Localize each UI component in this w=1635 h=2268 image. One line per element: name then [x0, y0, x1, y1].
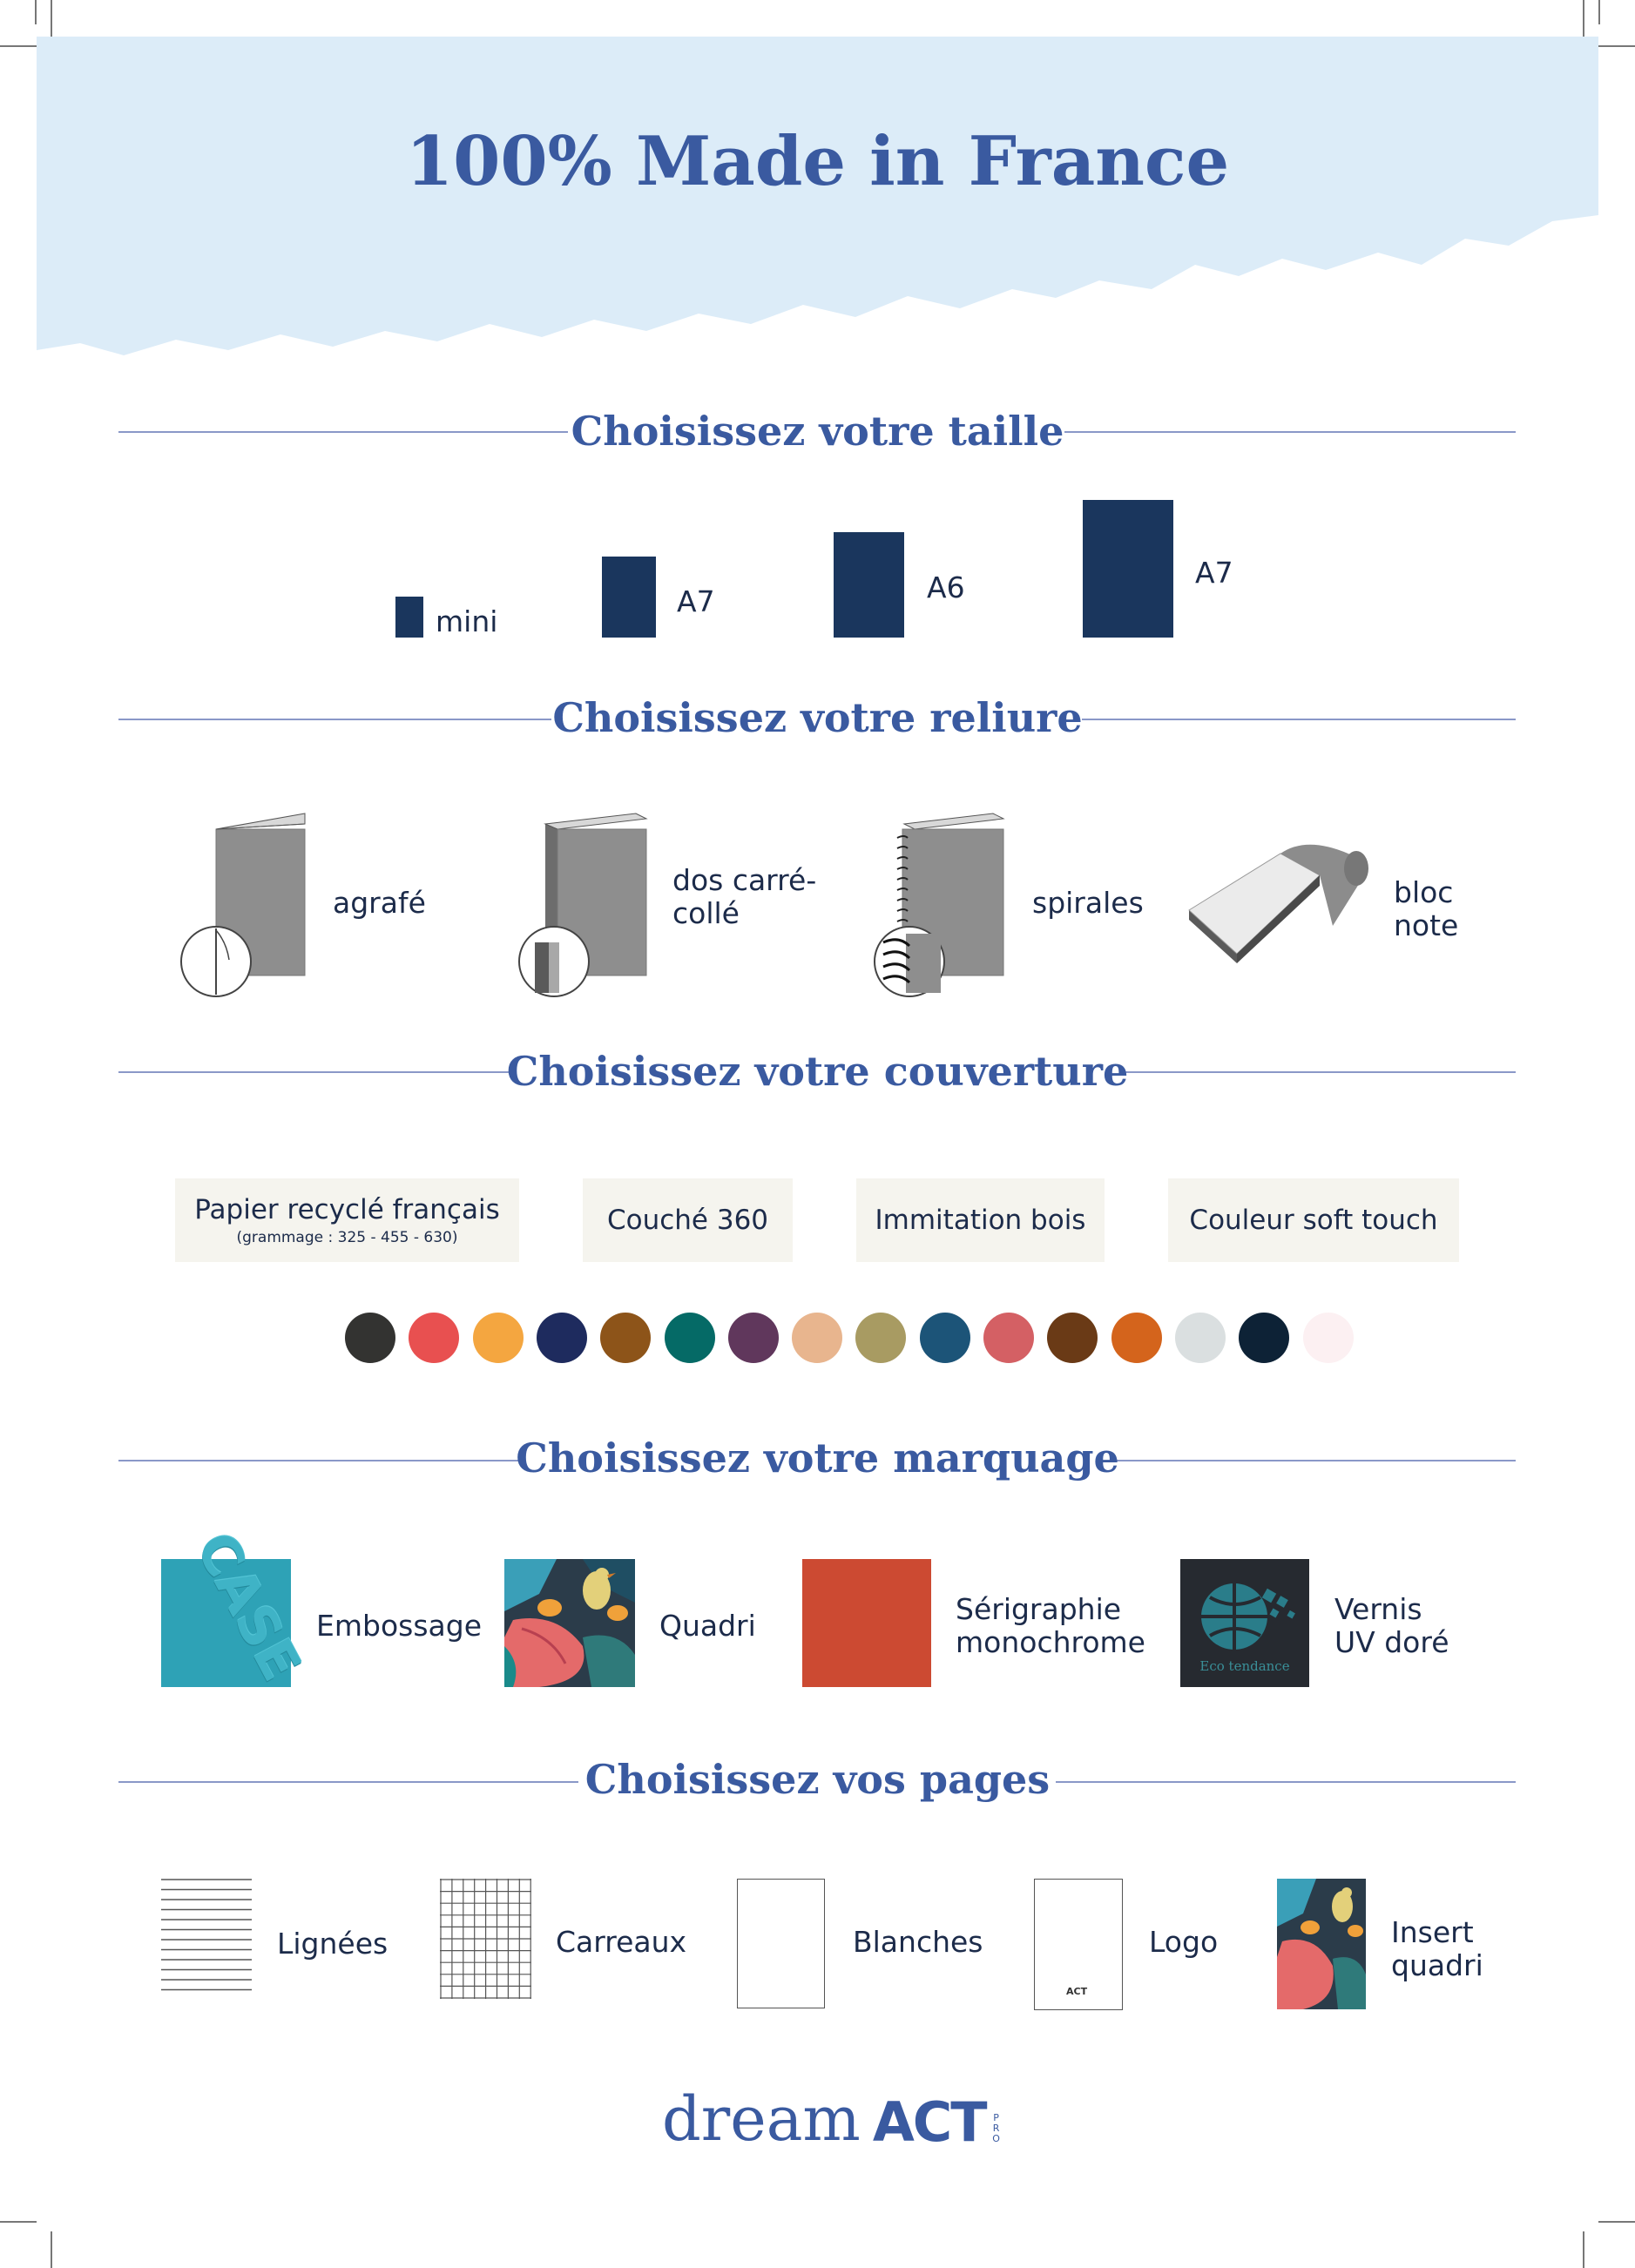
grid-page-icon	[440, 1879, 531, 1999]
embossing-sample-image	[161, 1522, 314, 1691]
color-swatch[interactable]	[665, 1313, 715, 1363]
color-swatch[interactable]	[600, 1313, 651, 1363]
page-label-carreaux: Carreaux	[556, 1925, 687, 1959]
binding-label-agrafe: agrafé	[333, 886, 426, 920]
color-swatch[interactable]	[728, 1313, 779, 1363]
torn-paper-header	[37, 37, 1598, 368]
section-title-pages: Choisissez vos pages	[584, 1756, 1051, 1803]
size-label-a6: A6	[927, 570, 965, 604]
size-label-mini: mini	[436, 604, 498, 638]
cover-option-soft-touch[interactable]	[1168, 1178, 1459, 1262]
screen-print-sample-image	[802, 1559, 931, 1687]
crop-mark	[51, 0, 52, 37]
color-swatch[interactable]	[1047, 1313, 1098, 1363]
color-swatch[interactable]	[1303, 1313, 1354, 1363]
color-swatch[interactable]	[1111, 1313, 1162, 1363]
cover-option-label: Couché 360	[606, 1205, 769, 1236]
crop-mark	[1598, 2221, 1635, 2223]
color-swatch[interactable]	[537, 1313, 587, 1363]
page-label-lignees: Lignées	[277, 1927, 388, 1961]
color-swatch[interactable]	[920, 1313, 970, 1363]
color-swatch[interactable]	[1239, 1313, 1289, 1363]
crop-mark	[1583, 2231, 1584, 2268]
perfect-bound-notebook-icon	[516, 812, 655, 999]
section-title-marquage: Choisissez votre marquage	[516, 1434, 1119, 1482]
crop-mark	[1598, 45, 1635, 47]
mini-logo: ACT	[1066, 1986, 1088, 1997]
marking-label-vernis: Vernis UV doré	[1334, 1592, 1449, 1659]
cover-option-papier-recycle[interactable]	[175, 1178, 519, 1262]
marking-label-quadri: Quadri	[659, 1609, 756, 1643]
crop-mark	[1583, 0, 1584, 37]
cover-option-couche[interactable]	[583, 1178, 793, 1262]
binding-label-bloc-note: bloc note	[1394, 875, 1459, 942]
color-swatch[interactable]	[855, 1313, 906, 1363]
page-label-insert-quadri: Insert quadri	[1391, 1915, 1483, 1982]
size-sample-large[interactable]	[1083, 500, 1173, 638]
notepad-icon	[1185, 840, 1372, 971]
size-label-a7: A7	[677, 584, 715, 618]
cover-option-bois[interactable]	[856, 1178, 1105, 1262]
brand-logo-pro: P R O	[992, 2112, 1000, 2144]
size-sample-mini[interactable]	[395, 597, 423, 638]
cover-option-label: Immitation bois	[875, 1205, 1086, 1236]
binding-label-spirales: spirales	[1032, 886, 1144, 920]
size-label-large: A7	[1195, 556, 1233, 590]
marking-label-embossage: Embossage	[316, 1609, 482, 1643]
size-sample-a6[interactable]	[834, 532, 904, 638]
emboss-text: CASE	[183, 1522, 314, 1691]
cover-option-note: (grammage : 325 - 455 - 630)	[236, 1229, 458, 1246]
marking-label-serigraphie: Sérigraphie monochrome	[956, 1592, 1145, 1659]
size-sample-a7[interactable]	[602, 557, 656, 638]
brand-logo	[662, 2083, 1002, 2155]
crop-mark	[35, 0, 37, 24]
color-swatch[interactable]	[409, 1313, 459, 1363]
brand-logo-act: ACT	[872, 2090, 986, 2154]
cover-option-label: Papier recyclé français	[194, 1194, 500, 1225]
crop-mark	[1598, 0, 1600, 24]
color-swatch[interactable]	[983, 1313, 1034, 1363]
uv-varnish-sample-image	[1180, 1559, 1309, 1687]
cover-option-label: Couleur soft touch	[1189, 1205, 1438, 1236]
color-insert-page-icon	[1277, 1879, 1366, 2009]
section-title-couverture: Choisissez votre couverture	[506, 1048, 1129, 1095]
color-swatch[interactable]	[1175, 1313, 1226, 1363]
uv-sample-text: Eco tendance	[1199, 1658, 1290, 1674]
page-title: 100% Made in France	[405, 122, 1230, 201]
section-title-taille: Choisissez votre taille	[571, 408, 1064, 455]
four-color-print-sample-image	[504, 1559, 635, 1687]
brand-logo-dream: dream	[662, 2083, 861, 2155]
stapled-notebook-icon	[179, 812, 318, 999]
crop-mark	[51, 2231, 52, 2268]
color-swatch[interactable]	[473, 1313, 524, 1363]
binding-label-carre-colle: dos carré-collé	[672, 863, 817, 930]
lined-page-icon	[161, 1878, 252, 1993]
spiral-notebook-icon	[871, 812, 1010, 999]
logo-page-icon	[1034, 1879, 1123, 2010]
color-swatch[interactable]	[345, 1313, 395, 1363]
crop-mark	[0, 2221, 37, 2223]
crop-mark	[0, 45, 37, 47]
section-title-reliure: Choisissez votre reliure	[552, 694, 1083, 741]
page-label-logo: Logo	[1149, 1925, 1219, 1959]
blank-page-icon	[737, 1879, 825, 2008]
page-label-blanches: Blanches	[853, 1925, 983, 1959]
color-swatch[interactable]	[792, 1313, 842, 1363]
